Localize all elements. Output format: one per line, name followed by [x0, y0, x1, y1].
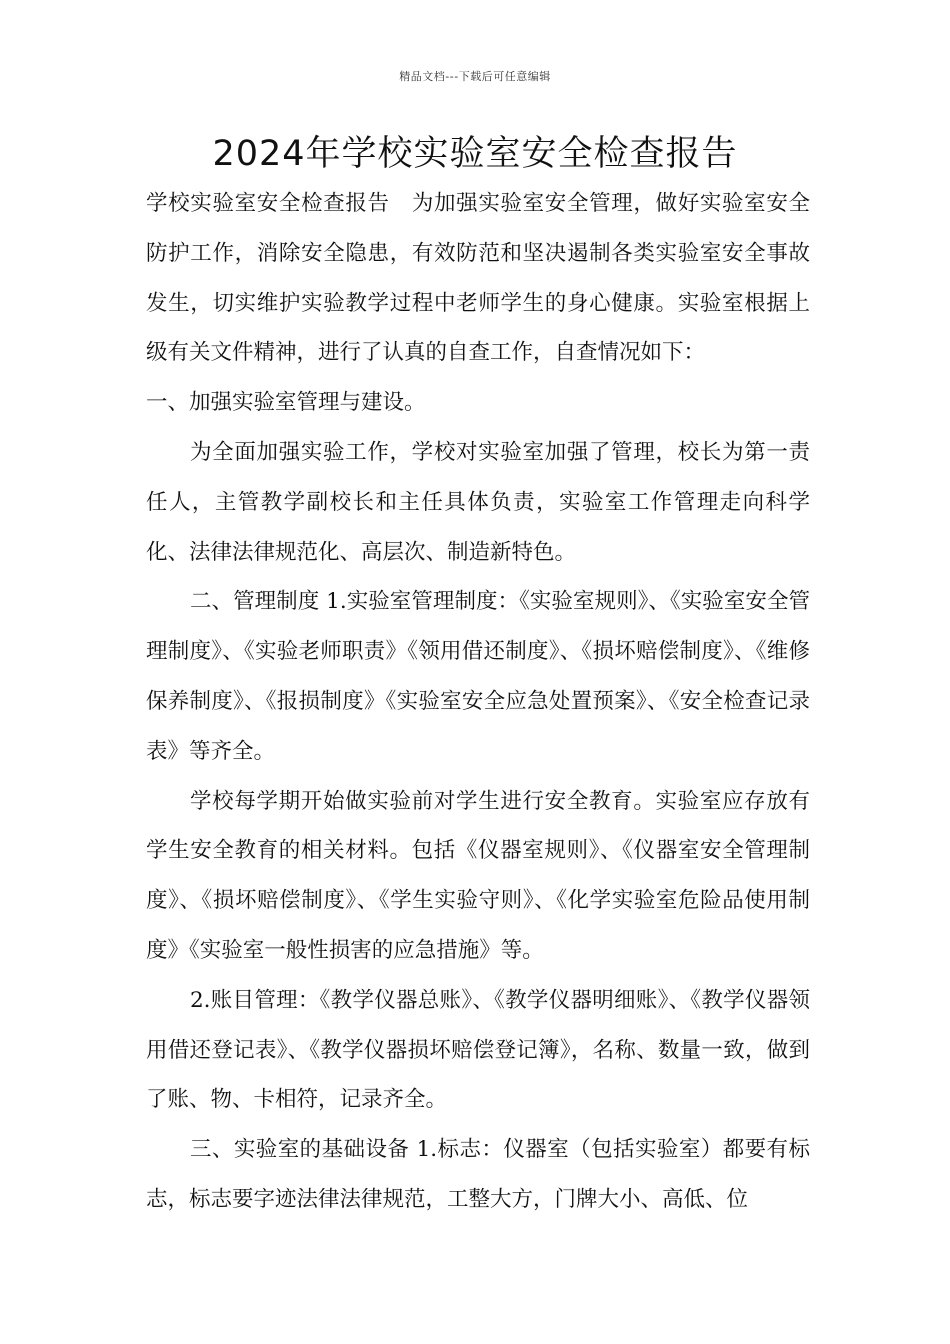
paragraph: 三、实验室的基础设备 1.标志：仪器室（包括实验室）都要有标志，标志要字迹法律法律规范，工整大方，门牌大小、高低、位 [146, 1137, 810, 1212]
paragraph: 学校每学期开始做实验前对学生进行安全教育。实验室应存放有学生安全教育的相关材料。包括《仪器室规则》、《仪器室安全管理制度》、《损坏赔偿制度》、《学生实验守则》、《化学实验室危险品使用制度》《实验室一般性损害的应急措施》等。 [146, 788, 810, 963]
paragraph: 二、管理制度 1.实验室管理制度：《实验室规则》、《实验室安全管理制度》、《实验老师职责》《领用借还制度》、《损坏赔偿制度》、《维修保养制度》、《报损制度》《实验室安全应急处置预案》、《安全检查记录表》等齐全。 [146, 589, 810, 764]
paragraph: 学校实验室安全检查报告 为加强实验室安全管理，做好实验室安全防护工作，消除安全隐患，有效防范和坚决遏制各类实验室安全事故发生，切实维护实验教学过程中老师学生的身心健康。实验室根据上级有关文件精神，进行了认真的自查工作，自查情况如下： [146, 191, 810, 366]
section-heading: 一、加强实验室管理与建设。 [146, 390, 426, 416]
paragraph: 为全面加强实验工作，学校对实验室加强了管理，校长为第一责任人，主管教学副校长和主任具体负责，实验室工作管理走向科学化、法律法律规范化、高层次、制造新特色。 [146, 439, 810, 565]
document-body [146, 179, 810, 1225]
page-header: 精品文档---下载后可任意编辑 [399, 70, 551, 83]
document-title: 2024年学校实验室安全检查报告 [212, 134, 738, 174]
paragraph: 2.账目管理：《教学仪器总账》、《教学仪器明细账》、《教学仪器领用借还登记表》、《教学仪器损坏赔偿登记簿》，名称、数量一致，做到了账、物、卡相符，记录齐全。 [146, 987, 810, 1113]
